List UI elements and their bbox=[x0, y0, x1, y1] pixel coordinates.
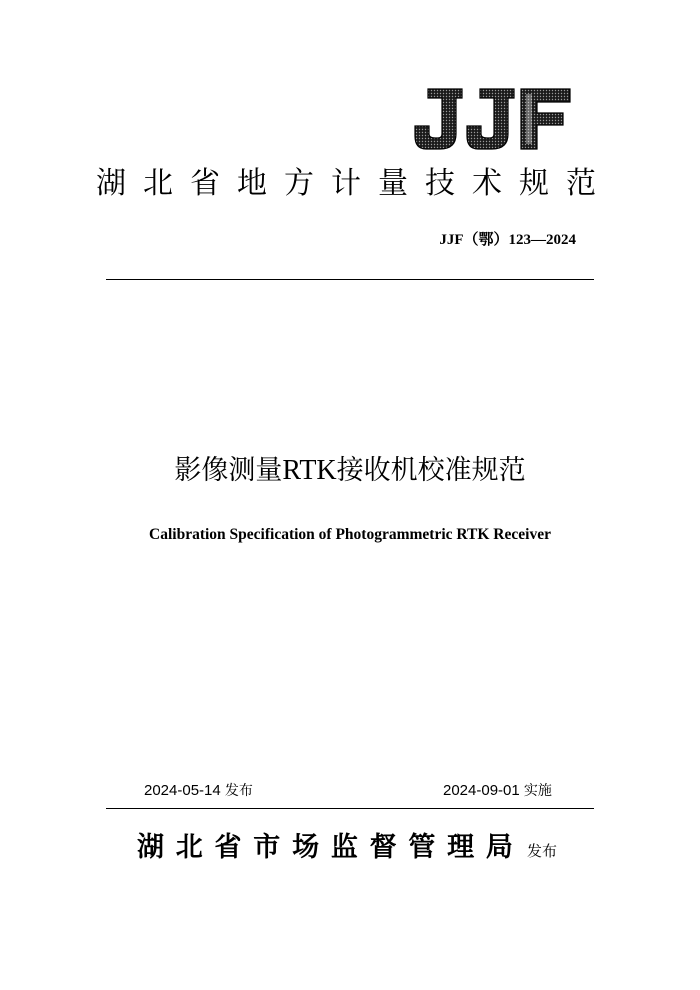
series-title-char: 计 bbox=[331, 166, 361, 201]
logo-text: JJF bbox=[412, 86, 414, 87]
title-cn-prefix: 影像测量 bbox=[174, 455, 283, 486]
series-title bbox=[96, 162, 596, 206]
logo-letter-j2 bbox=[467, 89, 514, 149]
document-title-cn bbox=[0, 449, 700, 493]
issuer-name-char: 市 bbox=[253, 832, 281, 863]
standard-number: JJF（鄂）123—2024 bbox=[439, 232, 576, 248]
title-cn-suffix: 接收机校准规范 bbox=[336, 455, 526, 486]
issuer-name-char: 场 bbox=[292, 832, 320, 863]
issuer-line bbox=[137, 826, 557, 870]
issuer-name-char: 理 bbox=[447, 832, 475, 863]
series-title-char: 术 bbox=[472, 166, 502, 201]
publish-date-line bbox=[144, 781, 253, 801]
logo-letter-f bbox=[521, 89, 570, 149]
publish-label: 发布 bbox=[224, 783, 253, 799]
issuer-name-char: 湖 bbox=[137, 832, 164, 863]
jjf-logo bbox=[412, 86, 572, 152]
issuer-name-char: 局 bbox=[485, 832, 513, 863]
series-title-char: 省 bbox=[190, 166, 220, 201]
series-title-char: 方 bbox=[284, 166, 314, 201]
issuer-name-char: 监 bbox=[330, 832, 358, 863]
implement-label: 实施 bbox=[523, 783, 552, 799]
implement-date: 2024-09-01 bbox=[443, 782, 520, 799]
series-title-char: 北 bbox=[143, 166, 173, 201]
series-title-char: 范 bbox=[566, 166, 596, 201]
logo-letter-j1 bbox=[415, 89, 462, 149]
issuer-name-char: 管 bbox=[408, 832, 436, 863]
issuer-name-char: 北 bbox=[175, 832, 203, 863]
publish-date: 2024-05-14 bbox=[144, 782, 221, 799]
series-title-char: 湖 bbox=[96, 166, 126, 201]
document-title-en: Calibration Specification of Photogrammetric RTK Receiver bbox=[149, 526, 551, 543]
series-title-char: 量 bbox=[378, 166, 408, 201]
series-title-char: 技 bbox=[425, 166, 455, 201]
series-title-char: 规 bbox=[519, 166, 549, 201]
issuer-name-char: 督 bbox=[369, 832, 397, 863]
issuer-name bbox=[137, 826, 513, 870]
bottom-divider bbox=[106, 808, 594, 809]
title-cn-latin: RTK bbox=[282, 455, 337, 486]
issuer-suffix: 发布 bbox=[527, 842, 558, 860]
issuer-name-char: 省 bbox=[214, 832, 242, 863]
series-title-char: 地 bbox=[237, 166, 267, 201]
top-divider bbox=[106, 279, 594, 280]
implement-date-line bbox=[443, 781, 552, 801]
